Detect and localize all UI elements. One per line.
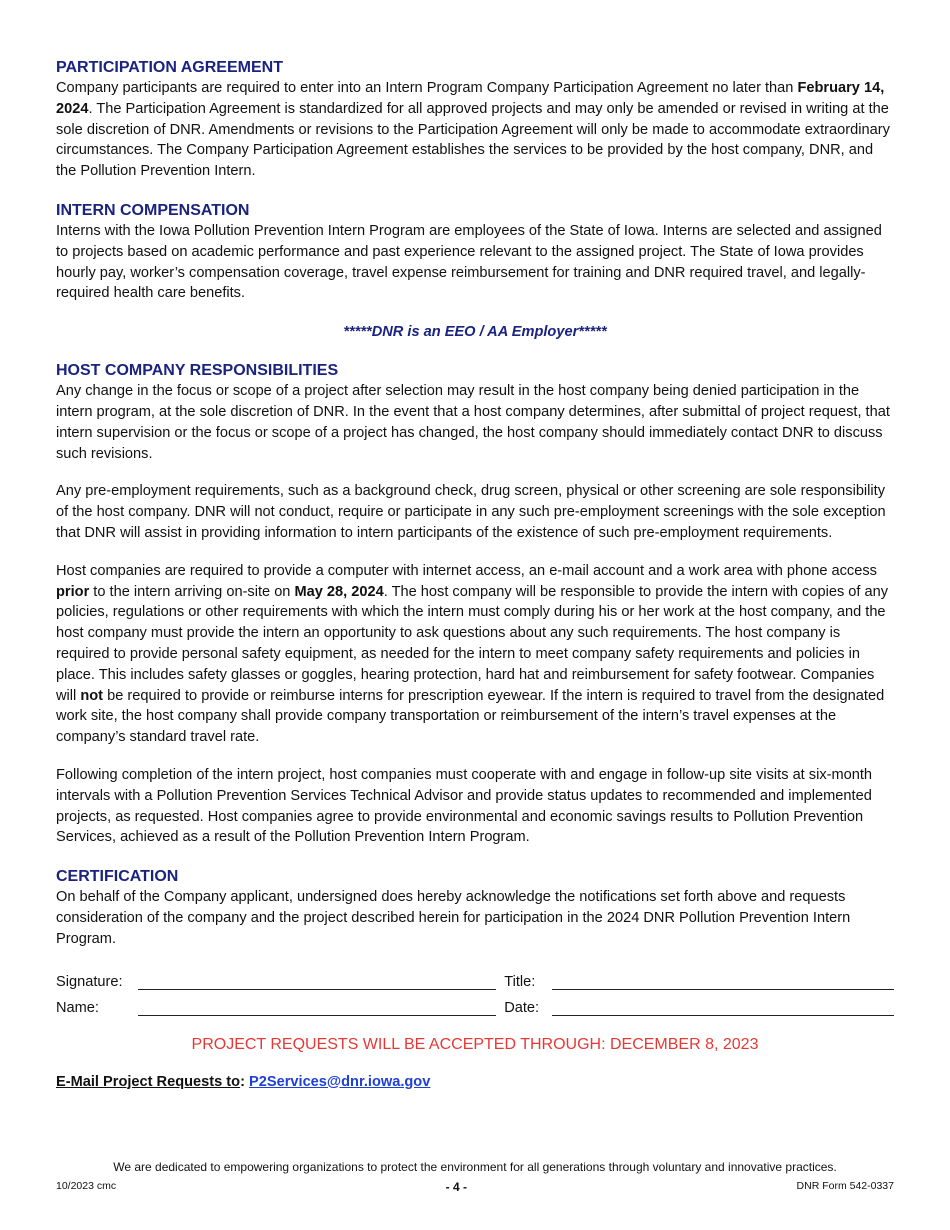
participation-heading: PARTICIPATION AGREEMENT — [56, 59, 283, 76]
host-paragraph-3: Host companies are required to provide a computer with internet access, an e-mail account and a work area with phone access prior to the intern arriving on-site on May 28, 2024. The host company will be responsible to provide the intern with copies of any policies, regulations or other requirements with which the intern must comply during his or her work at the host company, and the host company must provide the intern an opportunity to ask questions about any such requirements. The host company is required to provide personal safety equipment, as needed for the intern to meet company safety requirements and policies in place. This includes safety glasses or goggles, hearing protection, hard hat and reimbursement for safety footwear. Companies will not be required to provide or reimburse interns for prescription eyewear. If the intern is required to travel from the designated work site, the host company shall provide company transportation or reimbursement of the intern’s travel expenses at the company’s standard travel rate. — [56, 562, 889, 746]
certification-section — [56, 866, 894, 949]
footer-date-code: 10/2023 cmc — [56, 1180, 117, 1192]
date-label: Date: — [504, 999, 540, 1016]
title-label: Title: — [504, 973, 536, 990]
footer-row — [56, 1180, 894, 1194]
signature-line[interactable] — [138, 971, 496, 990]
page-number: - 4 - — [445, 1180, 467, 1194]
signature-label: Signature: — [56, 973, 123, 990]
title-line[interactable] — [552, 971, 894, 990]
agreement-deadline-date: February 14, 2024 — [56, 80, 885, 117]
email-row: E-Mail Project Requests to: P2Services@dnr.iowa.gov — [56, 1073, 431, 1090]
host-paragraph-2: Any pre-employment requirements, such as a background check, drug screen, physical or other screening are sole responsibility of the host company. DNR will not conduct, require or participate in any such pre-employment screenings with the sole exception that DNR will assist in providing information to intern participants of the existence of such pre-employment requirements. — [56, 483, 886, 541]
eeo-statement: *****DNR is an EEO / AA Employer***** — [343, 324, 607, 341]
footer-mission: We are dedicated to empowering organizations to protect the environment for all generations through voluntary and innovative practices. — [113, 1160, 837, 1174]
email-link[interactable]: P2Services@dnr.iowa.gov — [249, 1073, 431, 1090]
name-line[interactable] — [138, 997, 496, 1016]
name-row — [56, 990, 894, 1016]
certification-text: On behalf of the Company applicant, undersigned does hereby acknowledge the notifications set forth above and requests consideration of the company and the project described herein for participation in the 2024 DNR Pollution Prevention Intern Program. — [56, 889, 851, 947]
arrival-date: May 28, 2024 — [294, 583, 384, 600]
host-paragraph-1: Any change in the focus or scope of a project after selection may result in the host company being denied participation in the intern program, at the sole discretion of DNR. In the event that a host company determines, after submittal of project request, that intern supervision or the focus or scope of a project has changed, the host company should immediately contact DNR to discuss such revisions. — [56, 383, 890, 462]
compensation-heading: INTERN COMPENSATION — [56, 201, 250, 219]
certification-heading: CERTIFICATION — [56, 868, 179, 886]
email-label: E-Mail Project Requests to — [56, 1073, 241, 1090]
signature-row — [56, 964, 894, 990]
host-section — [56, 360, 894, 848]
form-number: DNR Form 542-0337 — [796, 1180, 894, 1192]
host-paragraph-4: Following completion of the intern project, host companies must cooperate with and engage in follow-up site visits at six-month intervals with a Pollution Prevention Services Technical Advisor and provide status updates to recommended and implemented projects, as requested. Host companies agree to provide environmental and economic savings results to Pollution Prevention Services, achieved as a result of the Pollution Prevention Intern Program. — [56, 766, 873, 846]
name-label: Name: — [56, 999, 99, 1016]
date-line[interactable] — [552, 997, 894, 1016]
deadline-notice: PROJECT REQUESTS WILL BE ACCEPTED THROUGH: DECEMBER 8, 2023 — [191, 1035, 759, 1053]
participation-text: Company participants are required to enter into an Intern Program Company Participation Agreement no later than February 14, 2024. The Participation Agreement is standardized for all approved projects and may only be amended or revised in writing at the sole discretion of DNR. Amendments or revisions to the Participation Agreement will only be made to accommodate extraordinary circumstances. The Company Participation Agreement establishes the services to be provided by the host company, DNR, and the Pollution Prevention Intern. — [56, 80, 890, 180]
participation-section — [56, 57, 894, 182]
compensation-text: Interns with the Iowa Pollution Prevention Intern Program are employees of the State of Iowa. Interns are selected and assigned to projects based on academic performance and past experience relevant to the assigned project. The State of Iowa provides hourly pay, worker’s compensation coverage, travel expense reimbursement for training and DNR required travel, and legally-required health care benefits. — [56, 222, 882, 302]
host-heading: HOST COMPANY RESPONSIBILITIES — [56, 362, 339, 380]
compensation-section — [56, 200, 894, 304]
